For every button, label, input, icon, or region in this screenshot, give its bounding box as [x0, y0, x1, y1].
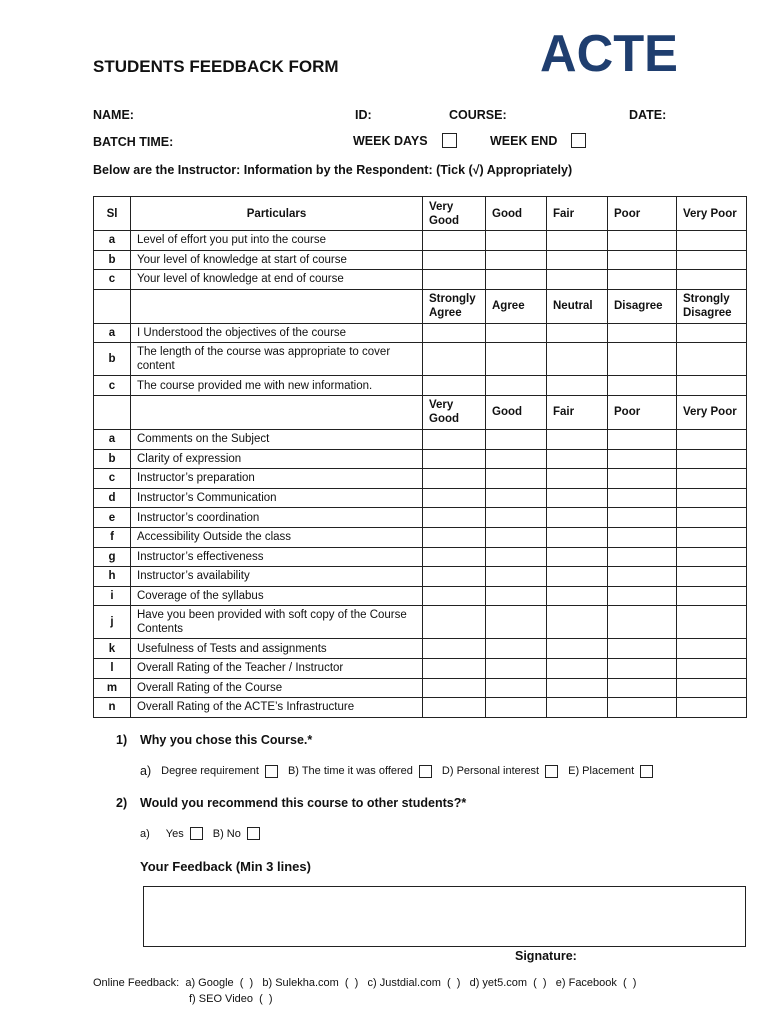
q2-number: 2) [116, 796, 128, 810]
table-row [94, 376, 747, 396]
rating-cell[interactable] [486, 343, 547, 376]
rating-cell[interactable] [486, 698, 547, 718]
rating-cell[interactable] [677, 606, 747, 639]
rating-cell[interactable] [677, 586, 747, 606]
rating-column-header: Strongly Disagree [677, 289, 747, 323]
q1-number: 1) [116, 733, 128, 747]
rating-cell[interactable] [608, 429, 677, 449]
rating-cell[interactable] [677, 429, 747, 449]
rating-cell[interactable] [486, 270, 547, 290]
rating-column-header: Good [486, 197, 547, 231]
row-si: c [94, 376, 131, 396]
row-particular: Coverage of the syllabus [131, 586, 423, 606]
instruction-text: Below are the Instructor: Information by the Respondent: (Tick (√) Appropriately) [93, 163, 573, 177]
rating-cell[interactable] [608, 323, 677, 343]
row-si: n [94, 698, 131, 718]
rating-cell[interactable] [423, 250, 486, 270]
rating-cell[interactable] [486, 547, 547, 567]
q2-text: Would you recommend this course to other students?* [140, 796, 467, 810]
rating-cell[interactable] [608, 527, 677, 547]
row-particular: Accessibility Outside the class [131, 527, 423, 547]
rating-cell[interactable] [677, 567, 747, 587]
q2-option-yes-label: Yes [165, 827, 184, 840]
rating-cell[interactable] [423, 527, 486, 547]
week-end-label: WEEK END [490, 133, 558, 148]
row-si: a [94, 429, 131, 449]
q1-option-interest-label: D) Personal interest [441, 765, 540, 777]
row-si: j [94, 606, 131, 639]
rating-cell[interactable] [486, 376, 547, 396]
table-row [94, 508, 747, 528]
particulars-header [131, 289, 423, 323]
rating-cell[interactable] [677, 527, 747, 547]
rating-column-header: Fair [547, 197, 608, 231]
table-row [94, 323, 747, 343]
rating-cell[interactable] [608, 469, 677, 489]
rating-cell[interactable] [608, 658, 677, 678]
rating-cell[interactable] [486, 678, 547, 698]
row-particular: Instructor’s availability [131, 567, 423, 587]
table-row [94, 678, 747, 698]
q1-option-placement-label: E) Placement [568, 765, 635, 777]
particulars-header: Particulars [131, 197, 423, 231]
rating-column-header: Agree [486, 289, 547, 323]
rating-cell[interactable] [677, 658, 747, 678]
q2-option-no-checkbox[interactable] [247, 827, 260, 840]
rating-cell[interactable] [486, 658, 547, 678]
rating-column-header: Very Poor [677, 395, 747, 429]
q1-option-time-label: B) The time it was offered [287, 765, 413, 777]
rating-cell[interactable] [423, 488, 486, 508]
rating-cell[interactable] [677, 639, 747, 659]
rating-cell[interactable] [608, 343, 677, 376]
acte-logo [540, 28, 680, 74]
rating-cell[interactable] [423, 586, 486, 606]
rating-cell[interactable] [547, 469, 608, 489]
rating-cell[interactable] [547, 678, 608, 698]
table-section-header [94, 289, 747, 323]
rating-cell[interactable] [547, 527, 608, 547]
rating-cell[interactable] [547, 488, 608, 508]
table-row [94, 658, 747, 678]
q2-option-yes-checkbox[interactable] [190, 827, 203, 840]
rating-cell[interactable] [677, 508, 747, 528]
rating-column-header: Fair [547, 395, 608, 429]
row-si: b [94, 250, 131, 270]
rating-cell[interactable] [547, 231, 608, 251]
rating-cell[interactable] [547, 586, 608, 606]
table-row [94, 231, 747, 251]
rating-column-header: Neutral [547, 289, 608, 323]
rating-cell[interactable] [423, 698, 486, 718]
row-si: m [94, 678, 131, 698]
table-row [94, 606, 747, 639]
rating-cell[interactable] [547, 547, 608, 567]
table-section-header [94, 395, 747, 429]
feedback-label: Your Feedback (Min 3 lines) [140, 859, 311, 874]
rating-cell[interactable] [486, 586, 547, 606]
rating-cell[interactable] [608, 449, 677, 469]
si-header: Sl [94, 197, 131, 231]
row-si: d [94, 488, 131, 508]
rating-cell[interactable] [547, 429, 608, 449]
row-particular: The course provided me with new information. [131, 376, 423, 396]
rating-cell[interactable] [608, 270, 677, 290]
rating-cell[interactable] [423, 606, 486, 639]
rating-cell[interactable] [677, 678, 747, 698]
rating-cell[interactable] [547, 508, 608, 528]
rating-cell[interactable] [486, 567, 547, 587]
rating-cell[interactable] [547, 270, 608, 290]
si-header [94, 395, 131, 429]
row-particular: Instructor’s preparation [131, 469, 423, 489]
batch-time-label: BATCH TIME: [93, 135, 174, 149]
table-row [94, 586, 747, 606]
signature-label: Signature: [515, 949, 577, 963]
table-row [94, 567, 747, 587]
row-particular: Have you been provided with soft copy of the Course Contents [131, 606, 423, 639]
rating-cell[interactable] [423, 449, 486, 469]
rating-cell[interactable] [423, 469, 486, 489]
rating-cell[interactable] [547, 639, 608, 659]
row-particular: Overall Rating of the ACTE’s Infrastructure [131, 698, 423, 718]
rating-cell[interactable] [677, 449, 747, 469]
q1-prefix: a) [140, 764, 152, 778]
row-particular: Usefulness of Tests and assignments [131, 639, 423, 659]
q1-option-interest-checkbox[interactable] [545, 765, 558, 778]
table-row [94, 343, 747, 376]
table-row [94, 547, 747, 567]
rating-cell[interactable] [486, 639, 547, 659]
rating-cell[interactable] [547, 606, 608, 639]
row-particular: Level of effort you put into the course [131, 231, 423, 251]
id-label: ID: [355, 108, 372, 122]
q1-option-time-checkbox[interactable] [419, 765, 432, 778]
row-si: l [94, 658, 131, 678]
table-row [94, 639, 747, 659]
rating-cell[interactable] [547, 323, 608, 343]
rating-cell[interactable] [423, 270, 486, 290]
q1-option-degree-checkbox[interactable] [265, 765, 278, 778]
row-si: c [94, 270, 131, 290]
rating-column-header: Poor [608, 197, 677, 231]
rating-cell[interactable] [486, 488, 547, 508]
online-feedback-line-2: f) SEO Video ( ) [189, 993, 273, 1005]
rating-cell[interactable] [486, 469, 547, 489]
rating-column-header: Very Good [423, 395, 486, 429]
rating-cell[interactable] [423, 231, 486, 251]
acte-logo-text: ACTE [540, 28, 678, 74]
row-particular: Your level of knowledge at start of course [131, 250, 423, 270]
row-si: b [94, 449, 131, 469]
rating-cell[interactable] [677, 488, 747, 508]
rating-cell[interactable] [677, 323, 747, 343]
rating-cell[interactable] [547, 250, 608, 270]
table-row [94, 698, 747, 718]
rating-cell[interactable] [486, 508, 547, 528]
form-title: STUDENTS FEEDBACK FORM [93, 57, 339, 76]
rating-cell[interactable] [677, 231, 747, 251]
rating-cell[interactable] [608, 508, 677, 528]
rating-cell[interactable] [677, 698, 747, 718]
row-particular: Instructor’s Communication [131, 488, 423, 508]
rating-cell[interactable] [608, 586, 677, 606]
week-days-checkbox[interactable] [442, 133, 457, 148]
rating-cell[interactable] [423, 343, 486, 376]
rating-column-header: Very Poor [677, 197, 747, 231]
rating-cell[interactable] [486, 527, 547, 547]
q2-option-no-label: B) No [212, 827, 241, 840]
rating-cell[interactable] [677, 270, 747, 290]
date-label: DATE: [629, 108, 667, 122]
row-si: k [94, 639, 131, 659]
rating-cell[interactable] [486, 250, 547, 270]
rating-cell[interactable] [486, 231, 547, 251]
row-si: i [94, 586, 131, 606]
row-particular: Overall Rating of the Teacher / Instructor [131, 658, 423, 678]
rating-column-header: Good [486, 395, 547, 429]
rating-cell[interactable] [677, 376, 747, 396]
rating-cell[interactable] [547, 658, 608, 678]
rating-cell[interactable] [423, 376, 486, 396]
rating-cell[interactable] [677, 469, 747, 489]
rating-cell[interactable] [486, 449, 547, 469]
rating-cell[interactable] [423, 547, 486, 567]
rating-cell[interactable] [608, 231, 677, 251]
q1-option-degree-label: Degree requirement [161, 765, 259, 777]
row-particular: Instructor’s coordination [131, 508, 423, 528]
rating-cell[interactable] [608, 250, 677, 270]
row-particular: I Understood the objectives of the course [131, 323, 423, 343]
row-si: b [94, 343, 131, 376]
row-particular: Clarity of expression [131, 449, 423, 469]
rating-cell[interactable] [608, 678, 677, 698]
rating-cell[interactable] [547, 567, 608, 587]
rating-cell[interactable] [677, 343, 747, 376]
rating-cell[interactable] [547, 449, 608, 469]
rating-cell[interactable] [423, 639, 486, 659]
rating-cell[interactable] [608, 639, 677, 659]
rating-cell[interactable] [423, 658, 486, 678]
rating-cell[interactable] [547, 343, 608, 376]
row-particular: Overall Rating of the Course [131, 678, 423, 698]
rating-cell[interactable] [423, 678, 486, 698]
rating-cell[interactable] [677, 250, 747, 270]
table-section-header [94, 197, 747, 231]
row-particular: Your level of knowledge at end of course [131, 270, 423, 290]
week-days-label: WEEK DAYS [353, 133, 428, 148]
row-si: c [94, 469, 131, 489]
rating-cell[interactable] [608, 488, 677, 508]
table-row [94, 270, 747, 290]
rating-cell[interactable] [608, 376, 677, 396]
q2-prefix: a) [140, 827, 150, 840]
rating-cell[interactable] [423, 323, 486, 343]
row-si: e [94, 508, 131, 528]
particulars-header [131, 395, 423, 429]
rating-cell[interactable] [608, 606, 677, 639]
q1-text: Why you chose this Course.* [140, 733, 313, 747]
rating-table [93, 196, 747, 718]
q1-option-placement-checkbox[interactable] [640, 765, 653, 778]
rating-cell[interactable] [423, 429, 486, 449]
row-particular: Instructor’s effectiveness [131, 547, 423, 567]
rating-cell[interactable] [547, 376, 608, 396]
row-si: h [94, 567, 131, 587]
rating-column-header: Poor [608, 395, 677, 429]
online-feedback-line-1: Online Feedback: a) Google ( ) b) Sulekha.com ( ) c) Justdial.com ( ) d) yet5.com ( ) e) Facebook ( ) [93, 977, 637, 989]
week-end-checkbox[interactable] [571, 133, 586, 148]
si-header [94, 289, 131, 323]
table-row [94, 250, 747, 270]
rating-cell[interactable] [547, 698, 608, 718]
rating-column-header: Very Good [423, 197, 486, 231]
feedback-textbox[interactable] [143, 886, 746, 947]
row-si: g [94, 547, 131, 567]
row-si: a [94, 231, 131, 251]
rating-cell[interactable] [608, 567, 677, 587]
rating-cell[interactable] [423, 567, 486, 587]
course-label: COURSE: [449, 108, 507, 122]
row-si: f [94, 527, 131, 547]
rating-cell[interactable] [486, 323, 547, 343]
table-row [94, 469, 747, 489]
name-label: NAME: [93, 108, 134, 122]
rating-column-header: Strongly Agree [423, 289, 486, 323]
rating-column-header: Disagree [608, 289, 677, 323]
rating-cell[interactable] [423, 508, 486, 528]
table-row [94, 429, 747, 449]
rating-cell[interactable] [486, 429, 547, 449]
table-row [94, 449, 747, 469]
table-row [94, 527, 747, 547]
rating-cell[interactable] [486, 606, 547, 639]
table-row [94, 488, 747, 508]
rating-cell[interactable] [608, 698, 677, 718]
rating-cell[interactable] [608, 547, 677, 567]
row-particular: Comments on the Subject [131, 429, 423, 449]
rating-cell[interactable] [677, 547, 747, 567]
row-particular: The length of the course was appropriate to cover content [131, 343, 423, 376]
row-si: a [94, 323, 131, 343]
